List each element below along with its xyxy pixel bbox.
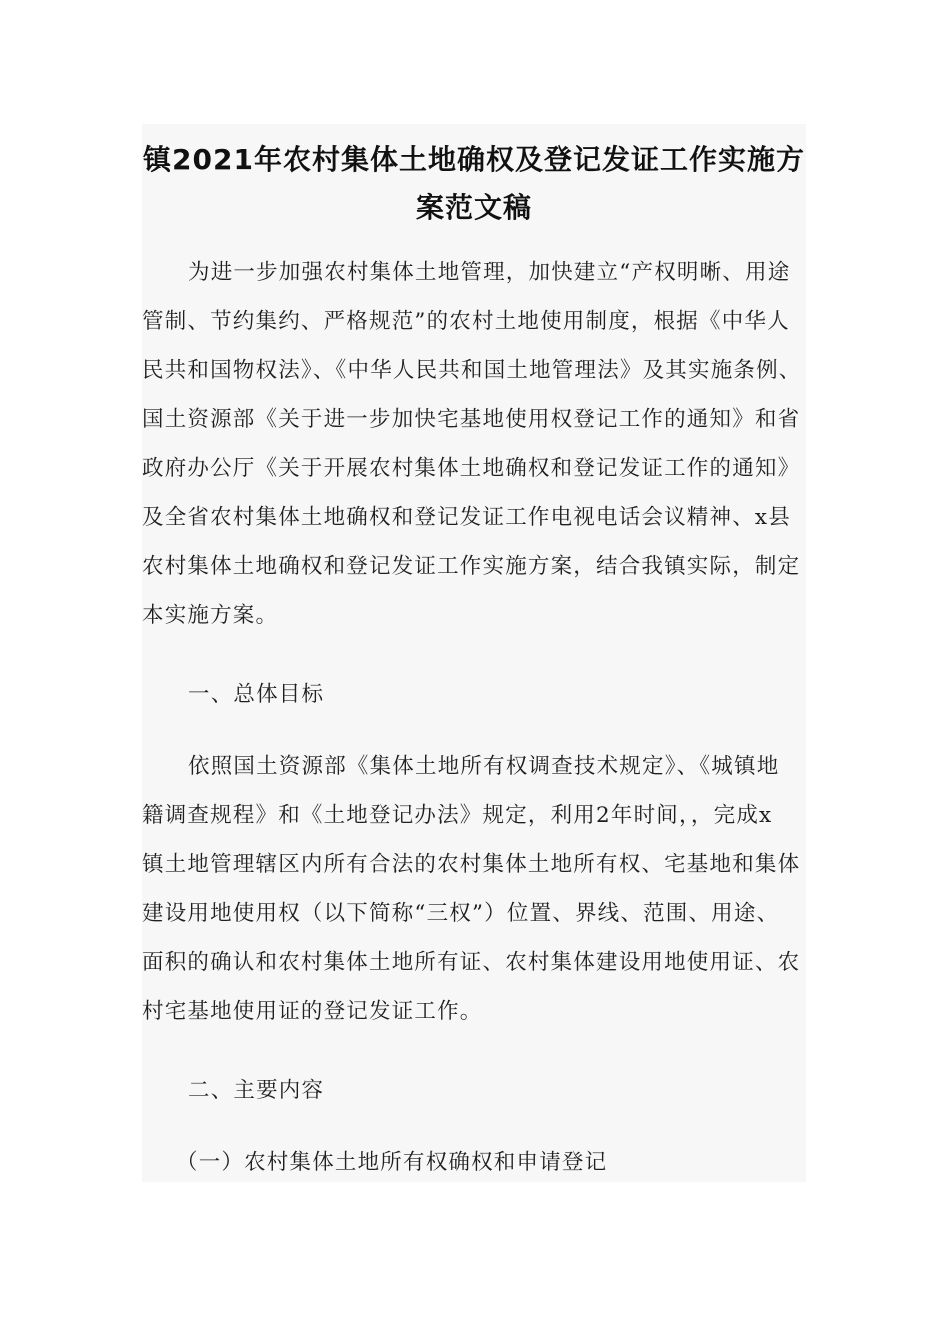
section-heading-main-content bbox=[142, 1066, 806, 1115]
document-title-line-1: 镇2021年农村集体土地确权及登记发证工作实施方 bbox=[143, 143, 805, 176]
paragraph-line: 籍调查规程》和《土地登记办法》规定，利用2年时间，，完成x bbox=[142, 803, 773, 828]
paragraph-line: 及全省农村集体土地确权和登记发证工作电视电话会议精神、x县 bbox=[142, 505, 791, 530]
paragraph-line: 政府办公厅《关于开展农村集体土地确权和登记发证工作的通知》 bbox=[142, 456, 801, 481]
paragraph-line: 农村集体土地确权和登记发证工作实施方案，结合我镇实际，制定 bbox=[142, 554, 801, 579]
section-heading-text: 二、主要内容 bbox=[188, 1078, 325, 1103]
paragraph-line: 国土资源部《关于进一步加快宅基地使用权登记工作的通知》和省 bbox=[142, 407, 801, 432]
document-title-line-2: 案范文稿 bbox=[415, 191, 532, 224]
paragraph-line: 镇土地管理辖区内所有合法的农村集体土地所有权、宅基地和集体 bbox=[142, 852, 801, 877]
paragraph-line: 为进一步加强农村集体土地管理，加快建立“产权明晰、用途 bbox=[188, 260, 791, 285]
intro-paragraph bbox=[142, 248, 806, 640]
paragraph-line: 村宅基地使用证的登记发证工作。 bbox=[142, 999, 483, 1024]
paragraph-line: 建设用地使用权（以下简称“三权”）位置、界线、范围、用途、 bbox=[142, 901, 780, 926]
paragraph-line: 本实施方案。 bbox=[142, 603, 279, 628]
paragraph-line: 管制、节约集约、严格规范”的农村土地使用制度，根据《中华人 bbox=[142, 309, 790, 334]
document-page bbox=[142, 124, 806, 1182]
paragraph-line: 依照国土资源部《集体土地所有权调查技术规定》、《城镇地 bbox=[188, 754, 780, 779]
subsection-heading bbox=[142, 1138, 806, 1187]
paragraph-line: 面积的确认和农村集体土地所有证、农村集体建设用地使用证、农 bbox=[142, 950, 801, 975]
section-heading-text: 一、总体目标 bbox=[188, 682, 325, 707]
goals-paragraph bbox=[142, 742, 806, 1036]
paragraph-line: 民共和国物权法》、《中华人民共和国土地管理法》及其实施条例、 bbox=[142, 358, 802, 383]
section-heading-goals bbox=[142, 670, 806, 719]
subsection-heading-text: （一）农村集体土地所有权确权和申请登记 bbox=[176, 1150, 608, 1175]
